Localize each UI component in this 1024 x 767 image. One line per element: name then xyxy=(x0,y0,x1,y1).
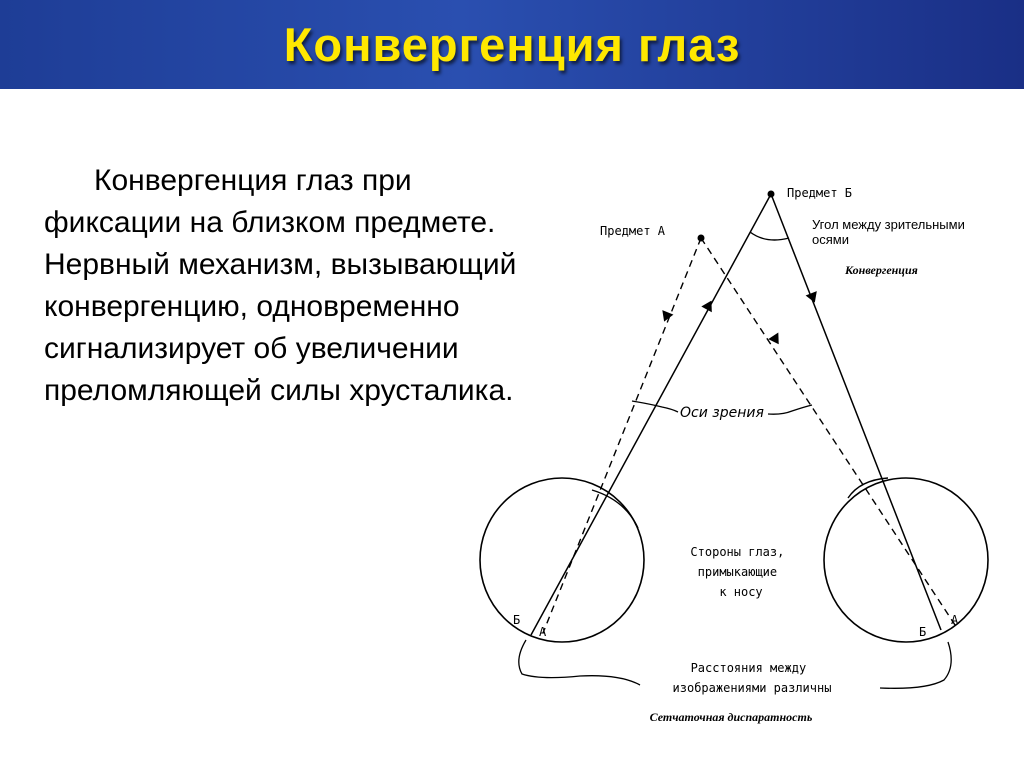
arrow-b-left xyxy=(701,298,716,313)
axes-brace-right xyxy=(768,405,812,414)
arrow-a-left xyxy=(659,310,674,324)
object-b-label: Предмет Б xyxy=(787,186,853,200)
slide-title: Конвергенция глаз xyxy=(283,18,741,71)
distances-label: Расстояния между изображениями различны xyxy=(672,661,832,695)
body-text: Конвергенция глаз при фиксации на близком предмете. Нервный механизм, вызывающий конвергенцию, одновременно сигнализирует об увеличении преломляющей силы хрусталика. xyxy=(44,164,517,407)
left-retina-b: Б xyxy=(513,613,521,627)
left-eye xyxy=(480,478,644,642)
object-a-label: Предмет А xyxy=(600,224,666,238)
right-retina-b: Б xyxy=(919,625,927,639)
line-a-left xyxy=(543,238,701,633)
nasal-sides-label: Стороны глаз, примыкающие к носу xyxy=(690,545,792,599)
right-retina-a: А xyxy=(951,613,959,627)
right-eye xyxy=(824,478,988,642)
angle-label: Угол между зрительными осями xyxy=(812,217,969,247)
distance-brace-left xyxy=(519,640,640,685)
visual-axes-label: Оси зрения xyxy=(680,405,764,421)
angle-arc xyxy=(750,232,789,240)
arrow-a-right xyxy=(768,333,784,348)
convergence-label: Конвергенция xyxy=(845,263,918,277)
left-retina-a: А xyxy=(539,625,547,639)
disparity-label: Сетчаточная диспаратность xyxy=(649,710,813,724)
distance-brace-right xyxy=(880,642,951,688)
